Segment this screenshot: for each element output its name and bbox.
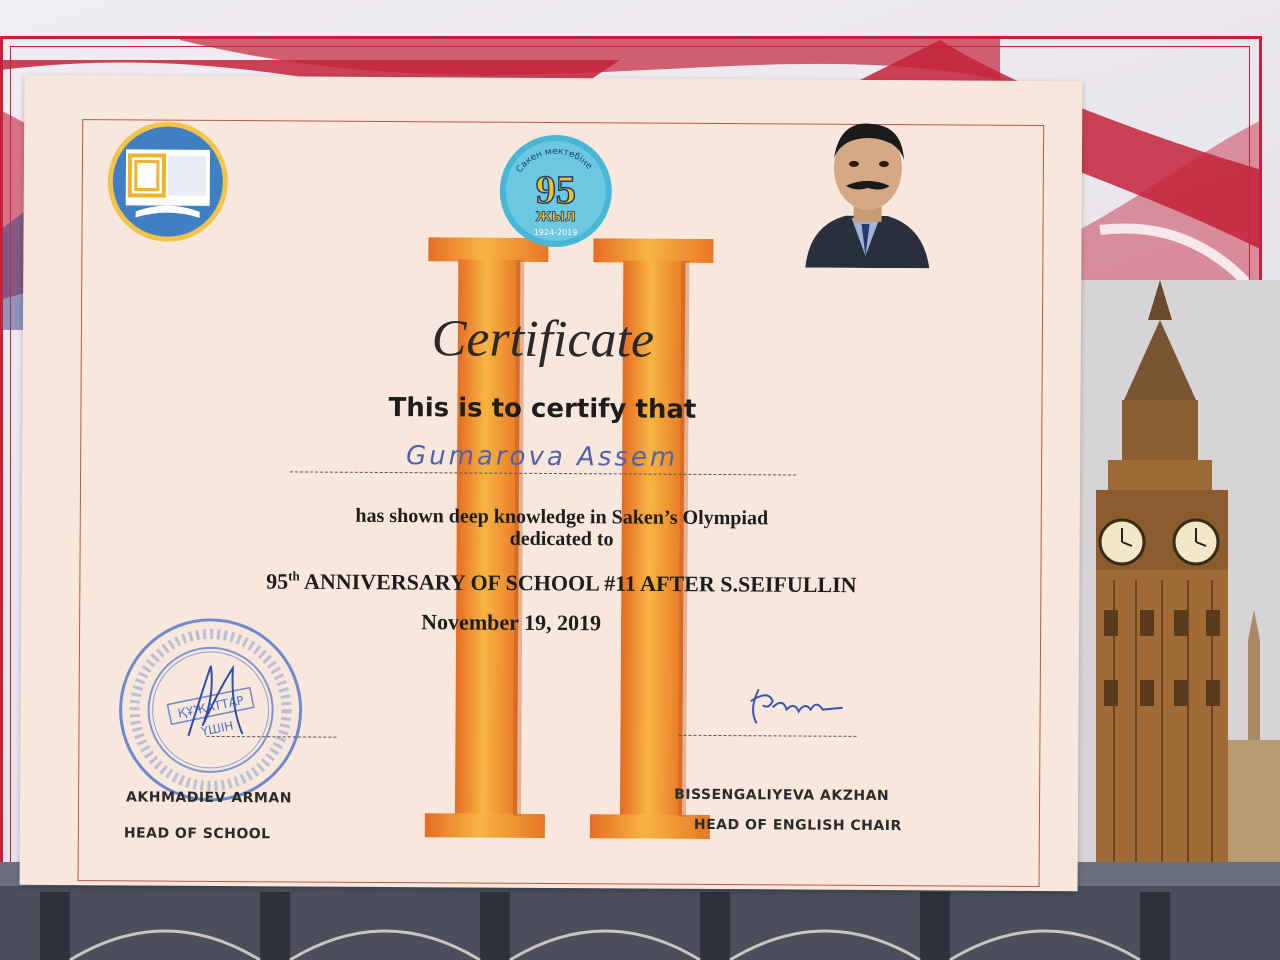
recipient-name: Gumarova Assem — [405, 441, 679, 473]
certificate-date: November 19, 2019 — [421, 609, 602, 636]
anniversary-95-badge-icon — [497, 133, 614, 250]
left-signature-mark — [180, 656, 251, 746]
big-ben-illustration — [1078, 280, 1280, 920]
english-chair-role: HEAD OF ENGLISH CHAIR — [693, 816, 902, 835]
badge-number: 95 — [535, 166, 576, 213]
badge-word: ЖЫЛ — [535, 209, 576, 226]
certify-statement: This is to certify that — [388, 393, 697, 425]
badge-years: 1924-2019 — [533, 227, 578, 238]
achievement-line-2: dedicated to — [509, 527, 614, 551]
stamp-text-2: ҮШІН — [199, 718, 235, 739]
english-chair-name: BISSENGALIYEVA AKZHAN — [674, 786, 890, 805]
portrait-illustration — [795, 105, 936, 268]
anniversary-text: ANNIVERSARY OF SCHOOL #11 AFTER S.SEIFULLIN — [299, 568, 857, 598]
stamp-text-1: ҚҰЖАТТАР — [176, 693, 246, 721]
svg-text:Сакен мектебіне: Сакен мектебіне — [514, 146, 594, 175]
school-logo-icon — [105, 119, 230, 244]
head-of-school-name: AKHMADIEV ARMAN — [126, 789, 292, 807]
certificate-card — [20, 75, 1083, 891]
head-of-school-role: HEAD OF SCHOOL — [123, 825, 271, 843]
anniversary-suffix: th — [288, 568, 300, 584]
achievement-line-1: has shown deep knowledge in Saken’s Olympiad — [355, 504, 769, 530]
anniversary-number: 95 — [266, 568, 289, 594]
certificate-title: Certificate — [431, 310, 655, 369]
right-signature-mark — [738, 679, 848, 730]
